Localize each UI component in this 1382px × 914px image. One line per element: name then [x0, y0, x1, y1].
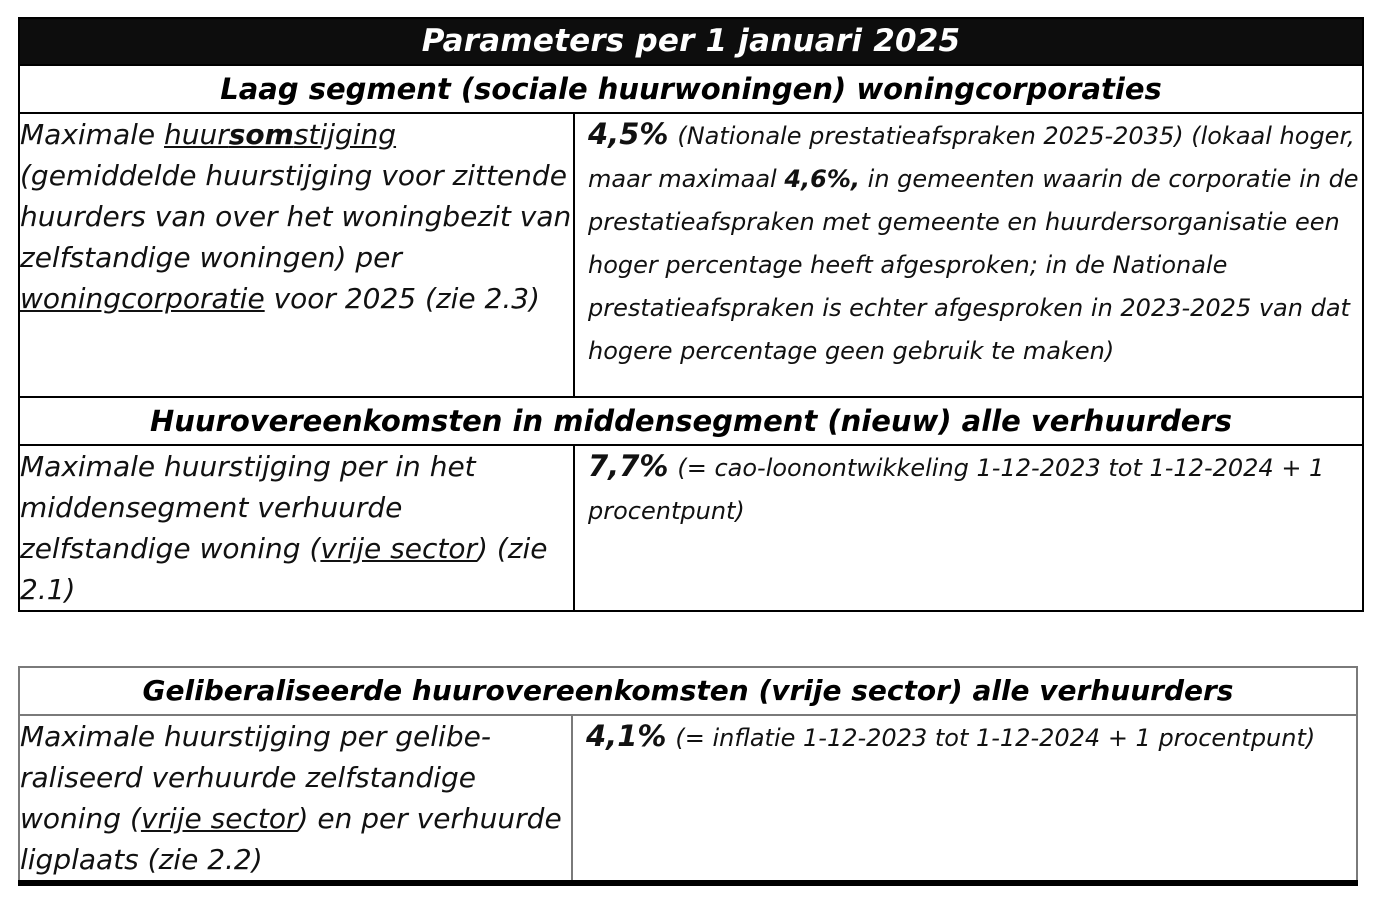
- label-underlined-woningcorporatie: woningcorporatie: [20, 282, 265, 315]
- label-middle: (gemiddelde huurstijging voor zittende huurders van over het woningbezit van zelfstandige woningen) per: [20, 159, 572, 274]
- row-label-geliberaliseerd: [19, 715, 572, 883]
- label-tail: voor 2025 (zie 2.3): [264, 282, 540, 315]
- section-heading-middensegment: Huurovereenkomsten in middensegment (nieuw) alle verhuurders: [19, 397, 1363, 445]
- label-underlined-huursomstijging: [164, 118, 396, 151]
- label-tail: ) (zie 2.1): [20, 532, 548, 606]
- value-percentage: 7,7%: [588, 449, 669, 483]
- section-heading-row-geliberaliseerd: [19, 667, 1357, 715]
- row-value-middensegment: [574, 445, 1363, 611]
- parameters-table-main: [18, 17, 1364, 612]
- row-value-geliberaliseerd: [572, 715, 1357, 883]
- page-title: Parameters per 1 januari 2025: [19, 18, 1363, 65]
- label-underlined-vrije-sector: vrije sector: [140, 802, 298, 835]
- label-underline-bold: som: [228, 118, 294, 151]
- section-heading-laag-segment: Laag segment (sociale huurwoningen) woningcorporaties: [19, 65, 1363, 113]
- value-note-bold: 4,6%,: [784, 165, 861, 193]
- value-percentage: 4,5%: [588, 117, 669, 151]
- parameters-table-sub: [18, 666, 1358, 886]
- row-value-laag-segment: [574, 113, 1363, 397]
- value-percentage: 4,1%: [586, 719, 667, 753]
- label-lead: Maximale huurstijging per gelibe-raliseerd verhuurde zelfstandige woning (: [20, 720, 491, 835]
- label-underline-pre: huur: [164, 118, 229, 151]
- section-heading-row-laag-segment: [19, 65, 1363, 113]
- value-note-part-1: (Nationale prestatieafspraken 2025-2035) (lokaal hoger, maar maximaal: [588, 122, 1355, 193]
- label-underline-post: stijging: [293, 118, 397, 151]
- label-lead: Maximale: [20, 118, 165, 151]
- value-note: (= inflatie 1-12-2023 tot 1-12-2024 + 1 procentpunt): [675, 724, 1316, 752]
- table-row: [19, 445, 1363, 611]
- section-heading-geliberaliseerd: Geliberaliseerde huurovereenkomsten (vrije sector) alle verhuurders: [19, 667, 1357, 715]
- value-note-part-2: in gemeenten waarin de corporatie in de prestatieafspraken met gemeente en huurdersorganisatie een hoger percentage heeft afgesproken; in de Nationale prestatieafspraken is echter afgesproken in 2023-2025 van dat hogere percentage geen gebruik te maken): [588, 165, 1359, 365]
- table-row: [19, 715, 1357, 883]
- table-title-row: [19, 18, 1363, 65]
- table-row: [19, 113, 1363, 397]
- label-tail: ) en per verhuurde ligplaats (zie 2.2): [20, 802, 562, 876]
- row-label-middensegment: [19, 445, 574, 611]
- value-note: (= cao-loonontwikkeling 1-12-2023 tot 1-12-2024 + 1 procentpunt): [588, 454, 1325, 525]
- section-heading-row-middensegment: [19, 397, 1363, 445]
- label-underlined-vrije-sector: vrije sector: [320, 532, 477, 565]
- label-lead: Maximale huurstijging per in het middensegment verhuurde zelfstandige woning (: [20, 450, 476, 565]
- row-label-laag-segment: [19, 113, 574, 397]
